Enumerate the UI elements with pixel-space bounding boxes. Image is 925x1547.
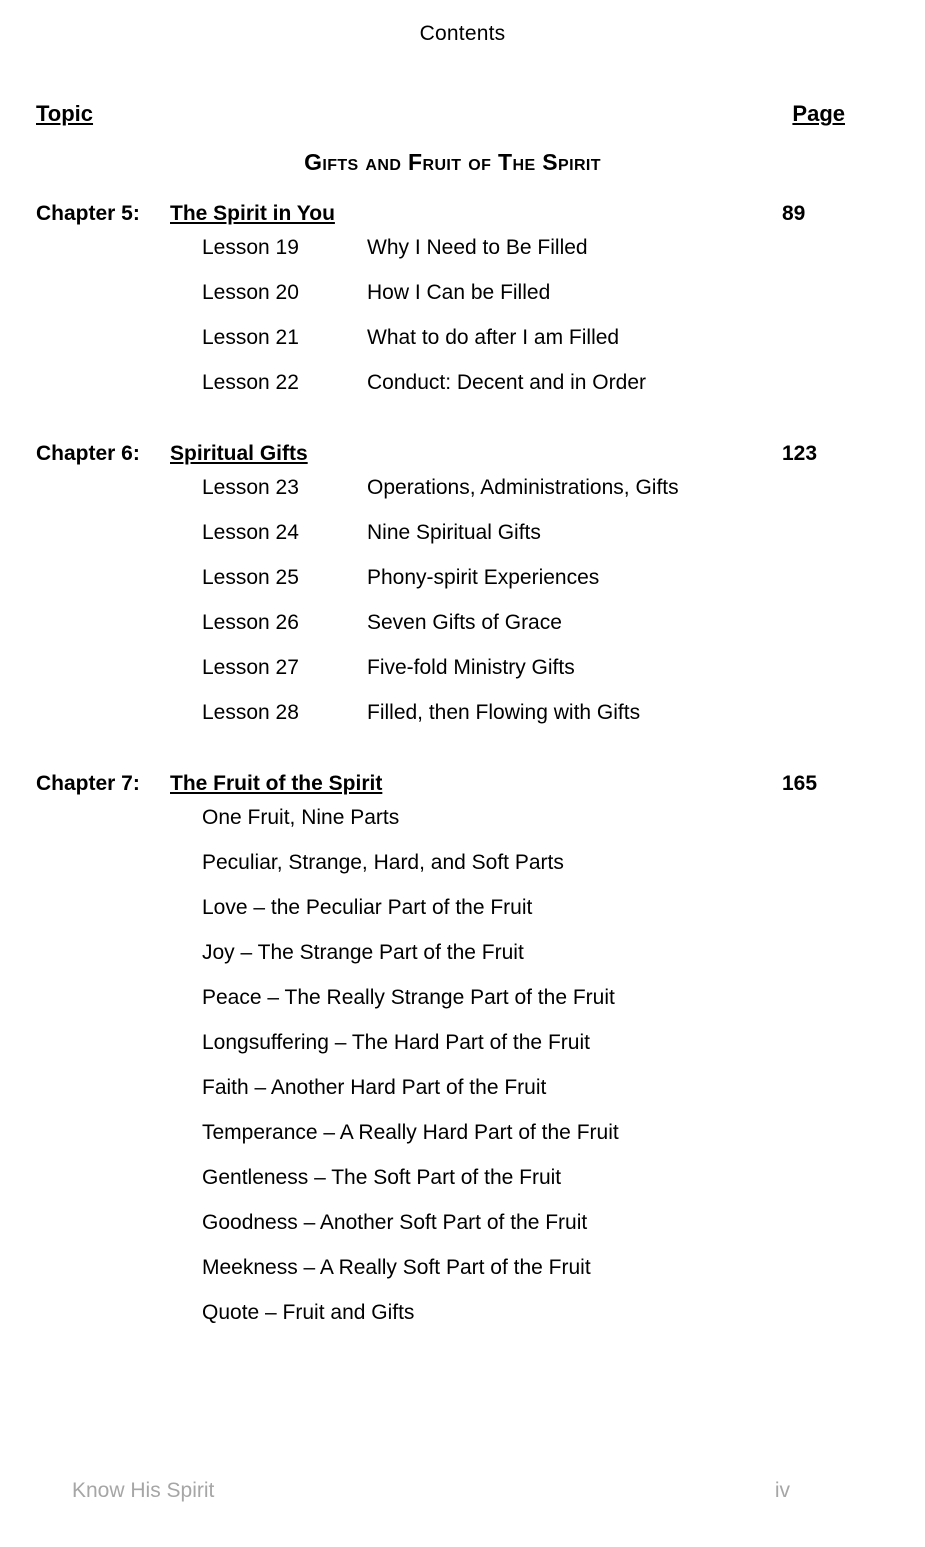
chapter-row — [0, 772, 925, 806]
lesson-title: What to do after I am Filled — [367, 326, 620, 349]
lesson-title: Five-fold Ministry Gifts — [367, 656, 575, 679]
lesson-title: Conduct: Decent and in Order — [367, 371, 646, 394]
lesson-number: Lesson 21 — [202, 326, 299, 349]
lesson-number: Lesson 24 — [202, 521, 299, 544]
chapter-block — [0, 772, 925, 1346]
lesson-title: Why I Need to Be Filled — [367, 236, 588, 259]
chapter-title[interactable]: The Spirit in You — [170, 202, 335, 225]
list-item — [0, 521, 925, 566]
list-item: Faith – Another Hard Part of the Fruit — [202, 1076, 547, 1099]
chapter-page-number: 165 — [782, 772, 818, 795]
section-title: Gifts and Fruit of The Spirit — [304, 149, 601, 175]
lesson-title: How I Can be Filled — [367, 281, 551, 304]
list-item — [0, 371, 925, 416]
chapter-block — [0, 442, 925, 746]
list-item: Joy – The Strange Part of the Fruit — [202, 941, 524, 964]
chapter-row — [0, 442, 925, 476]
column-header-topic: Topic — [36, 101, 94, 126]
column-header-page: Page — [792, 101, 845, 126]
footer-page-number: iv — [774, 1479, 790, 1502]
list-item: Longsuffering – The Hard Part of the Fruit — [202, 1031, 590, 1054]
chapter-page-number: 123 — [782, 442, 818, 465]
list-item: Meekness – A Really Soft Part of the Fruit — [202, 1256, 591, 1279]
list-item: Gentleness – The Soft Part of the Fruit — [202, 1166, 562, 1189]
list-item — [0, 701, 925, 746]
list-item: Love – the Peculiar Part of the Fruit — [202, 896, 533, 919]
footer-book-title: Know His Spirit — [72, 1479, 215, 1502]
lesson-number: Lesson 26 — [202, 611, 299, 634]
lesson-number: Lesson 19 — [202, 236, 299, 259]
lesson-number: Lesson 22 — [202, 371, 299, 394]
lesson-title: Filled, then Flowing with Gifts — [367, 701, 641, 724]
list-item — [0, 656, 925, 701]
lesson-number: Lesson 25 — [202, 566, 299, 589]
lesson-number: Lesson 28 — [202, 701, 299, 724]
list-item: Quote – Fruit and Gifts — [202, 1301, 415, 1324]
lesson-title: Nine Spiritual Gifts — [367, 521, 541, 544]
table-header-row — [36, 101, 845, 127]
list-item — [0, 566, 925, 611]
list-item: Peculiar, Strange, Hard, and Soft Parts — [202, 851, 564, 874]
lesson-number: Lesson 20 — [202, 281, 299, 304]
list-item — [0, 236, 925, 281]
page-footer — [0, 1479, 925, 1503]
lesson-title: Phony-spirit Experiences — [367, 566, 600, 589]
list-item: Goodness – Another Soft Part of the Fruit — [202, 1211, 588, 1234]
lesson-title: Seven Gifts of Grace — [367, 611, 562, 634]
chapter-label: Chapter 5: — [36, 202, 140, 225]
list-item: Temperance – A Really Hard Part of the Fruit — [202, 1121, 619, 1144]
chapter-label: Chapter 6: — [36, 442, 140, 465]
lesson-number: Lesson 23 — [202, 476, 299, 499]
chapter-label: Chapter 7: — [36, 772, 140, 795]
chapter-title[interactable]: Spiritual Gifts — [170, 442, 308, 465]
chapter-title[interactable]: The Fruit of the Spirit — [170, 772, 383, 795]
list-item — [0, 611, 925, 656]
chapter-block — [0, 202, 925, 416]
list-item — [0, 476, 925, 521]
chapter-page-number: 89 — [782, 202, 806, 225]
page-title: Contents — [419, 22, 506, 45]
lesson-number: Lesson 27 — [202, 656, 299, 679]
list-item — [0, 281, 925, 326]
list-item: Peace – The Really Strange Part of the Fruit — [202, 986, 615, 1009]
list-item — [0, 326, 925, 371]
lesson-title: Operations, Administrations, Gifts — [367, 476, 679, 499]
chapter-row — [0, 202, 925, 236]
list-item: One Fruit, Nine Parts — [202, 806, 400, 829]
